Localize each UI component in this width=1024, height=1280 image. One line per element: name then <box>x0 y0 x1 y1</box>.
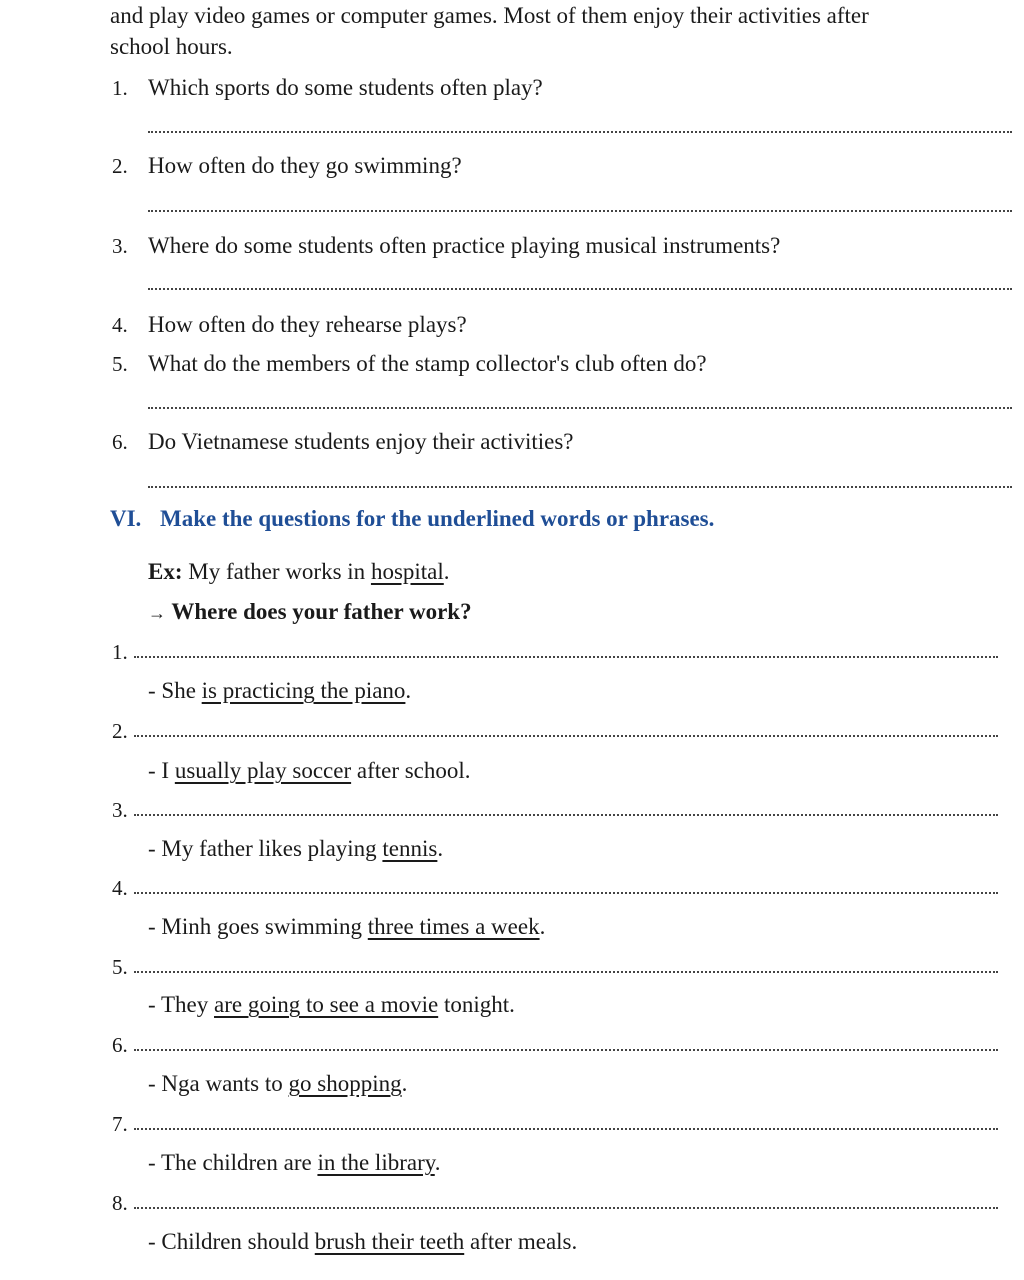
sentence-post: tonight. <box>443 992 515 1017</box>
arrow-icon: → <box>148 603 166 623</box>
sentence-post: . <box>405 678 412 703</box>
sentence-post: after school. <box>356 758 471 783</box>
sentence-underlined: usually play soccer <box>174 758 352 783</box>
sentence-pre: - Nga wants to <box>148 1071 283 1096</box>
item-sentence <box>148 989 515 1021</box>
sentence-underlined: is practicing the piano <box>201 678 406 703</box>
sentence-post: . <box>434 1150 441 1175</box>
item-number: 1. <box>112 640 128 664</box>
question-text: What do the members of the stamp collector's club often do? <box>148 351 707 376</box>
answer-line[interactable] <box>134 656 998 658</box>
answer-line[interactable] <box>148 407 1012 409</box>
sentence-pre: - She <box>148 678 196 703</box>
answer-line[interactable] <box>134 1207 998 1209</box>
item-number: 6. <box>112 1033 128 1057</box>
question-number: 4. <box>112 313 128 337</box>
item-sentence <box>148 675 411 707</box>
question-number: 6. <box>112 430 128 454</box>
sentence-underlined: in the library <box>317 1150 435 1175</box>
sentence-pre: - Minh goes swimming <box>148 914 363 939</box>
question-number: 3. <box>112 234 128 258</box>
example-post: . <box>443 559 450 584</box>
section-number: VI. <box>110 506 142 531</box>
item-number: 8. <box>112 1191 128 1215</box>
question-number: 5. <box>112 352 128 376</box>
question-text: How often do they go swimming? <box>148 153 462 178</box>
item-sentence <box>148 1226 577 1258</box>
answer-line[interactable] <box>148 131 1012 133</box>
example-answer-text: Where does your father work? <box>171 599 472 624</box>
answer-line[interactable] <box>148 486 1012 488</box>
answer-line[interactable] <box>134 971 998 973</box>
example-underlined: hospital <box>370 559 444 584</box>
example-sentence <box>148 556 450 588</box>
intro-line-2: school hours. <box>110 34 233 59</box>
question-text: Where do some students often practice playing musical instruments? <box>148 233 781 258</box>
sentence-pre: - My father likes playing <box>148 836 377 861</box>
sentence-pre: - The children are <box>148 1150 312 1175</box>
question-text: How often do they rehearse plays? <box>148 312 467 337</box>
question-text: Which sports do some students often play? <box>148 75 543 100</box>
example-answer <box>148 596 472 629</box>
item-sentence <box>148 911 545 943</box>
example-label: Ex: <box>148 559 183 584</box>
sentence-post: . <box>401 1071 408 1096</box>
item-sentence <box>148 833 443 865</box>
answer-line[interactable] <box>134 814 998 816</box>
intro-line-1: and play video games or computer games. Most of them enjoy their activities after <box>110 3 869 28</box>
sentence-pre: - Children should <box>148 1229 309 1254</box>
question-number: 2. <box>112 154 128 178</box>
answer-line[interactable] <box>134 735 998 737</box>
answer-line[interactable] <box>134 1049 998 1051</box>
item-number: 4. <box>112 876 128 900</box>
sentence-pre: - I <box>148 758 170 783</box>
answer-line[interactable] <box>148 210 1012 212</box>
sentence-underlined: tennis <box>382 836 438 861</box>
answer-line[interactable] <box>134 892 998 894</box>
question-text: Do Vietnamese students enjoy their activities? <box>148 429 574 454</box>
item-number: 7. <box>112 1112 128 1136</box>
item-sentence <box>148 755 471 787</box>
section-title: Make the questions for the underlined words or phrases. <box>160 506 715 531</box>
item-number: 3. <box>112 798 128 822</box>
answer-line[interactable] <box>148 288 1012 290</box>
sentence-post: after meals. <box>469 1229 578 1254</box>
sentence-post: . <box>539 914 546 939</box>
example-pre: My father works in <box>188 559 366 584</box>
item-number: 2. <box>112 719 128 743</box>
sentence-underlined: three times a week <box>367 914 540 939</box>
sentence-post: . <box>437 836 444 861</box>
sentence-underlined: go shopping <box>288 1071 402 1096</box>
item-number: 5. <box>112 955 128 979</box>
sentence-pre: - They <box>148 992 209 1017</box>
answer-line[interactable] <box>134 1128 998 1130</box>
sentence-underlined: brush their teeth <box>314 1229 465 1254</box>
sentence-underlined: are going to see a movie <box>214 992 439 1017</box>
item-sentence <box>148 1147 441 1179</box>
question-number: 1. <box>112 76 128 100</box>
item-sentence <box>148 1068 407 1100</box>
